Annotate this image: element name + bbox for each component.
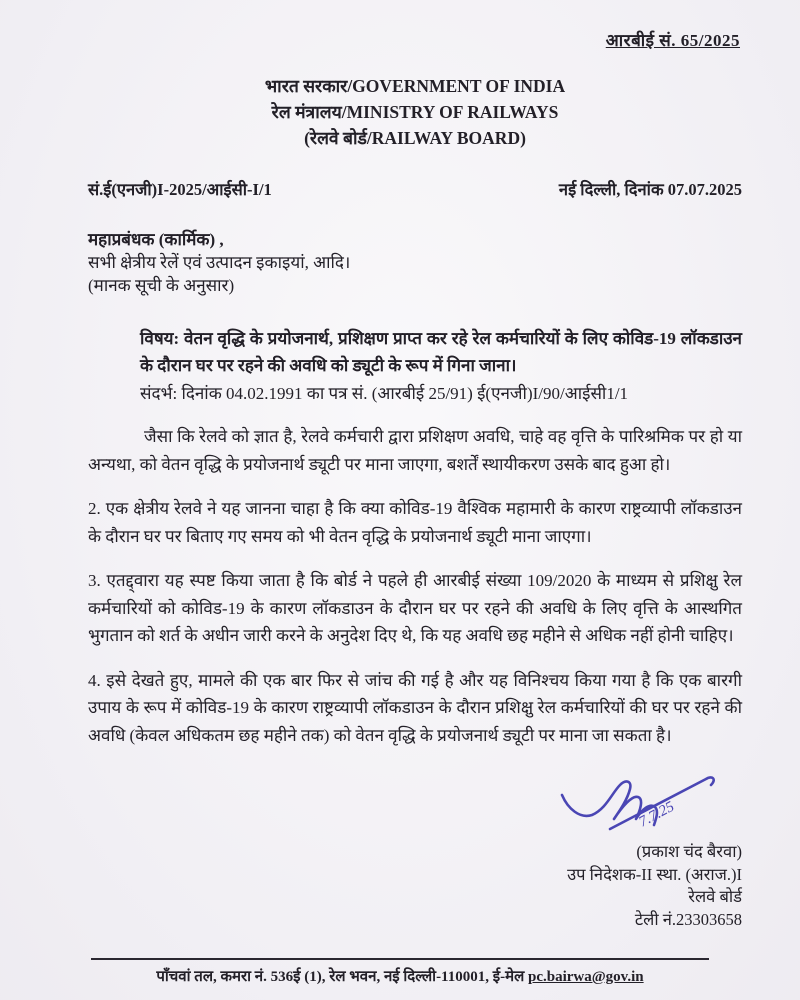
signatory-organisation: रेलवे बोर्ड — [688, 887, 742, 906]
footer-address: पाँचवां तल, कमरा नं. 536ई (1), रेल भवन, नई दिल्ली-110001, ई-मेल — [156, 969, 528, 985]
paragraph-1: जैसा कि रेलवे को ज्ञात है, रेलवे कर्मचारी द्वारा प्रशिक्षण अवधि, चाहे वह वृत्ति के पारिश्रमिक पर हो या अन्यथा, को वेतन वृद्धि के प्रयोजनार्थ ड्यूटी पर माना जाएगा, बशर्तें स्थायीकरण उसके बाद हुआ हो। — [88, 427, 742, 474]
reference-line: संदर्भ: दिनांक 04.02.1991 का पत्र सं. (आरबीई 25/91) ई(एनजी)I/90/आईसी1/1 — [140, 384, 629, 403]
signatory-designation: उप निदेशक-II स्था. (अराज.)I — [567, 864, 742, 884]
place-and-date: नई दिल्ली, दिनांक 07.07.2025 — [558, 180, 742, 199]
subject-line: विषय: वेतन वृद्धि के प्रयोजनार्थ, प्रशिक्षण प्राप्त कर रहे रेल कर्मचारियों के लिए कोविड-19 लॉकडाउन के दौरान घर पर रहने की अवधि को ड्यूटी के रूप में गिना जाना। — [140, 329, 742, 375]
handwritten-signature — [88, 765, 742, 837]
addressee-block — [88, 228, 742, 297]
subject-reference-block — [140, 325, 742, 406]
signatory-name: (प्रकाश चंद बैरवा) — [636, 842, 742, 861]
signature-date-ink: 7.7.25 — [636, 798, 677, 831]
rbe-number: आरबीई सं. 65/2025 — [605, 31, 740, 50]
letter-number: सं.ई(एनजी)I-2025/आईसी-I/1 — [88, 180, 272, 199]
letterhead-government: भारत सरकार/GOVERNMENT OF INDIA — [264, 76, 566, 96]
letterhead-board: (रेलवे बोर्ड/RAILWAY BOARD) — [304, 128, 526, 148]
signature-block — [88, 765, 742, 931]
signature-ink-icon — [554, 765, 754, 837]
letterhead-ministry: रेल मंत्रालय/MINISTRY OF RAILWAYS — [271, 102, 559, 122]
addressee-line3: (मानक सूची के अनुसार) — [88, 276, 235, 295]
paragraph-3: 3. एतद्द्वारा यह स्पष्ट किया जाता है कि बोर्ड ने पहले ही आरबीई संख्या 109/2020 के माध्यम से प्रशिक्षु रेल कर्मचारियों को कोविड-19 के कारण लॉकडाउन के दौरान घर पर रहने की अवधि के लिए वृत्ति के आस्थगित भुगतान को शर्त के अधीन जारी करने के अनुदेश दिए थे, कि यह अवधि छह महीने से अधिक नहीं होनी चाहिए। — [88, 571, 742, 645]
footer-divider — [91, 958, 709, 960]
letter-body — [88, 423, 742, 749]
addressee-title: महाप्रबंधक (कार्मिक) , — [88, 230, 224, 249]
footer-email-link[interactable]: pc.bairwa@gov.in — [527, 969, 644, 985]
footer-address-line — [0, 966, 800, 986]
footer — [0, 958, 800, 986]
rbe-number-line — [88, 28, 742, 51]
letterhead — [88, 73, 742, 151]
addressee-line2: सभी क्षेत्रीय रेलें एवं उत्पादन इकाइयां, आदि। — [88, 253, 351, 272]
paragraph-2: 2. एक क्षेत्रीय रेलवे ने यह जानना चाहा है कि क्या कोविड-19 वैश्विक महामारी के कारण राष्ट्रव्यापी लॉकडाउन के दौरान घर पर बिताए गए समय को भी वेतन वृद्धि के प्रयोजनार्थ ड्यूटी माना जाएगा। — [88, 499, 742, 546]
signatory-phone: टेली नं.23303658 — [634, 909, 742, 929]
reference-date-row — [88, 177, 742, 200]
paragraph-4: 4. इसे देखते हुए, मामले की एक बार फिर से जांच की गई है और यह विनिश्चय किया गया है कि एक बारगी उपाय के रूप में कोविड-19 के कारण राष्ट्रव्यापी लॉकडाउन के दौरान प्रशिक्षु रेल कर्मचारियों की घर पर रहने की अवधि (केवल अधिकतम छह महीने तक) को वेतन वृद्धि के प्रयोजनार्थ ड्यूटी पर माना जा सकता है। — [88, 670, 742, 745]
